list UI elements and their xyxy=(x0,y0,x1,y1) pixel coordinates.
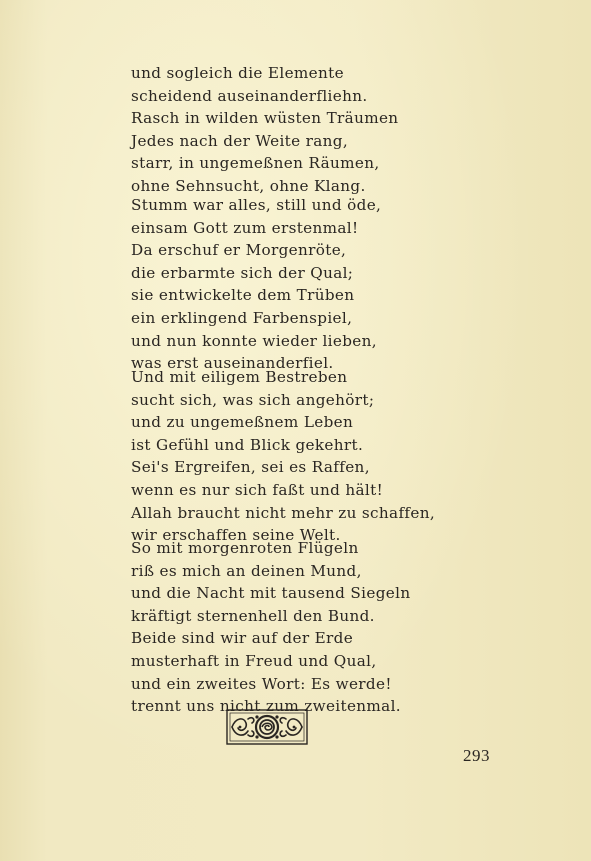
verse-line: einsam Gott zum erstenmal! xyxy=(131,218,359,237)
verse-line: wir erschaffen seine Welt. xyxy=(131,526,341,545)
stanza-2 xyxy=(131,194,381,375)
verse-line: riß es mich an deinen Mund, xyxy=(131,561,362,580)
verse-line: Jedes nach der Weite rang, xyxy=(131,131,349,150)
verse-line: und nun konnte wieder lieben, xyxy=(131,331,377,350)
stanza-1 xyxy=(131,62,398,198)
verse-line: ein erklingend Farbenspiel, xyxy=(131,308,353,327)
verse-line: Beide sind wir auf der Erde xyxy=(131,629,354,648)
verse-line: Stumm war alles, still und öde, xyxy=(131,196,382,214)
verse-line: und sogleich die Elemente xyxy=(131,64,344,82)
verse-line: starr, in ungemeßnen Räumen, xyxy=(131,154,380,173)
stanza-4 xyxy=(131,537,410,718)
verse-line: trennt uns nicht zum zweitenmal. xyxy=(131,697,401,716)
verse-line: und die Nacht mit tausend Siegeln xyxy=(131,584,411,603)
verse-line: und ein zweites Wort: Es werde! xyxy=(131,674,392,693)
verse-line: Da erschuf er Morgenröte, xyxy=(131,241,347,260)
page-number: 293 xyxy=(463,746,490,765)
verse-line: Rasch in wilden wüsten Träumen xyxy=(131,109,399,128)
verse-line: Sei's Ergreifen, sei es Raffen, xyxy=(131,458,370,477)
verse-line: kräftigt sternenhell den Bund. xyxy=(131,606,375,625)
verse-line: scheidend auseinanderfliehn. xyxy=(131,86,368,105)
verse-line: sucht sich, was sich angehört; xyxy=(131,390,375,409)
verse-line: ist Gefühl und Blick gekehrt. xyxy=(131,435,364,454)
floral-ornament-icon xyxy=(226,709,308,745)
verse-line: was erst auseinanderfiel. xyxy=(131,354,334,373)
verse-line: wenn es nur sich faßt und hält! xyxy=(131,480,384,499)
verse-line: Allah braucht nicht mehr zu schaffen, xyxy=(131,503,436,522)
verse-line: So mit morgenroten Flügeln xyxy=(131,539,359,557)
verse-line: sie entwickelte dem Trüben xyxy=(131,286,355,305)
verse-line: musterhaft in Freud und Qual, xyxy=(131,651,377,670)
verse-line: und zu ungemeßnem Leben xyxy=(131,413,354,432)
verse-line: Und mit eiligem Bestreben xyxy=(131,368,348,386)
stanza-3 xyxy=(131,366,435,547)
verse-line: die erbarmte sich der Qual; xyxy=(131,263,354,282)
verse-line: ohne Sehnsucht, ohne Klang. xyxy=(131,176,366,195)
